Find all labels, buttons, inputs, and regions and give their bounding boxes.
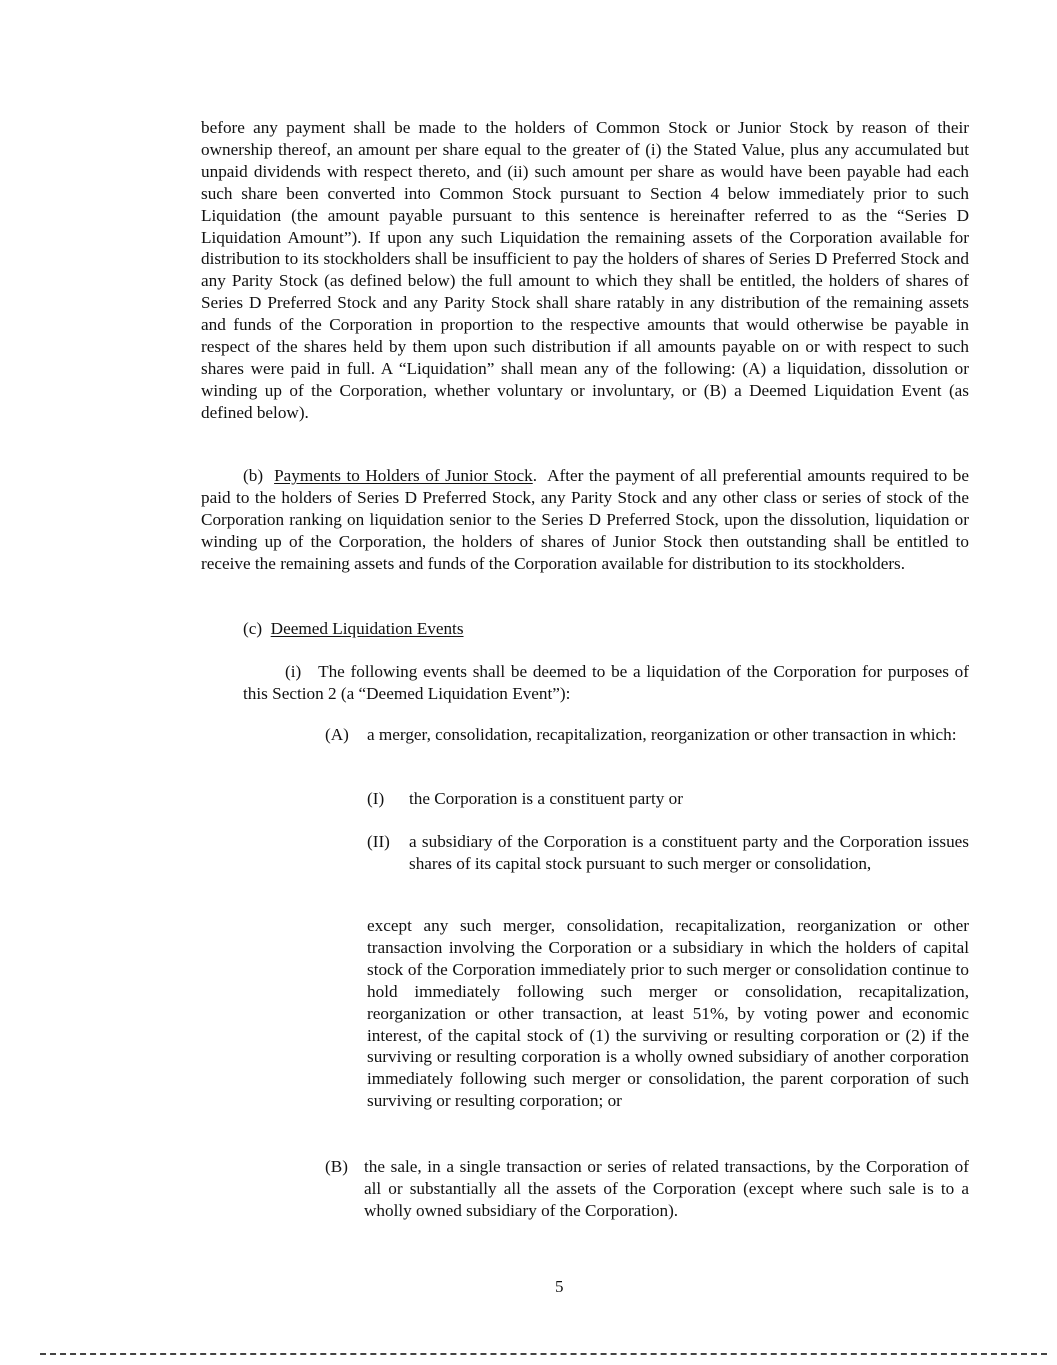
page-number: 5 bbox=[555, 1277, 564, 1296]
paragraph-c-label: (c) bbox=[243, 619, 263, 638]
scan-edge-rule bbox=[40, 1353, 1047, 1355]
item-ii-label: (II) bbox=[367, 832, 390, 851]
item-b-label: (B) bbox=[325, 1157, 348, 1176]
item-ii-text: a subsidiary of the Corporation is a constituent party and the Corporation issues shares of its capital stock pursuant to such merger or consolidation, bbox=[409, 832, 969, 873]
item-i-text: the Corporation is a constituent party or bbox=[409, 789, 683, 808]
item-a-label: (A) bbox=[325, 725, 349, 744]
paragraph-b-heading: Payments to Holders of Junior Stock bbox=[274, 466, 533, 485]
paragraph-b-label: (b) bbox=[243, 466, 264, 485]
paragraph-b bbox=[201, 465, 969, 575]
paragraph-c-i-text: The following events shall be deemed to be a liquidation of the Corporation for purposes of this Section 2 (a “Deemed Liquidation Event”): bbox=[243, 662, 969, 703]
paragraph-a-continuation: before any payment shall be made to the holders of Common Stock or Junior Stock by reason of their ownership thereof, an amount per share equal to the greater of (i) the Stated Value, plus any accumulated but unpaid dividends with respect thereto, and (ii) such amount per share as would have been payable had each such share been converted into Common Stock pursuant to Section 4 below immediately prior to such Liquidation (the amount payable pursuant to this sentence is hereinafter referred to as the “Series D Liquidation Amount”). If upon any such Liquidation the remaining assets of the Corporation available for distribution to its stockholders shall be insufficient to pay the holders of shares of Series D Preferred Stock and any Parity Stock (as defined below) the full amount to which they shall be entitled, the holders of shares of Series D Preferred Stock and any Parity Stock shall share ratably in any distribution of the remaining assets and funds of the Corporation in proportion to the respective amounts that would otherwise be payable in respect of the shares held by them upon such distribution if all amounts payable on or with respect to such shares were paid in full. A “Liquidation” shall mean any of the following: (A) a liquidation, dissolution or winding up of the Corporation, whether voluntary or involuntary, or (B) a Deemed Liquidation Event (as defined below). bbox=[201, 118, 969, 422]
except-clause: except any such merger, consolidation, recapitalization, reorganization or other transaction involving the Corporation or a subsidiary in which the holders of capital stock of the Corporation immediately prior to such merger or consolidation continue to hold immediately following such merger or consolidation, recapitalization, reorganization or other transaction, at least 51%, by voting power and economic interest, of the capital stock of (1) the surviving or resulting corporation or (2) if the surviving or resulting corporation is a wholly owned subsidiary of another corporation immediately following such merger or consolidation, the parent corporation of such surviving or resulting corporation; or bbox=[367, 916, 969, 1111]
item-i-label: (I) bbox=[367, 789, 385, 808]
paragraph-c-i bbox=[243, 661, 969, 705]
paragraph-c bbox=[243, 618, 969, 640]
paragraph-b-text: After the payment of all preferential amounts required to be paid to the holders of Series D Preferred Stock, any Parity Stock and any other class or series of stock of the Corporation ranking on liquidation senior to the Series D Preferred Stock, upon the dissolution, liquidation or winding up of the Corporation, the holders of shares of Junior Stock then outstanding shall be entitled to receive the remaining assets and funds of the Corporation available for distribution to its stockholders. bbox=[201, 466, 970, 573]
paragraph-b-period: . bbox=[532, 466, 538, 485]
paragraph-c-heading: Deemed Liquidation Events bbox=[270, 619, 464, 638]
paragraph-c-i-label: (i) bbox=[285, 662, 302, 681]
item-b-text: the sale, in a single transaction or series of related transactions, by the Corporation of all or substantially all the assets of the Corporation (except where such sale is to a wholly owned subsidiary of the Corporation). bbox=[364, 1157, 969, 1220]
item-a-text: a merger, consolidation, recapitalization, reorganization or other transaction in which: bbox=[367, 725, 957, 744]
